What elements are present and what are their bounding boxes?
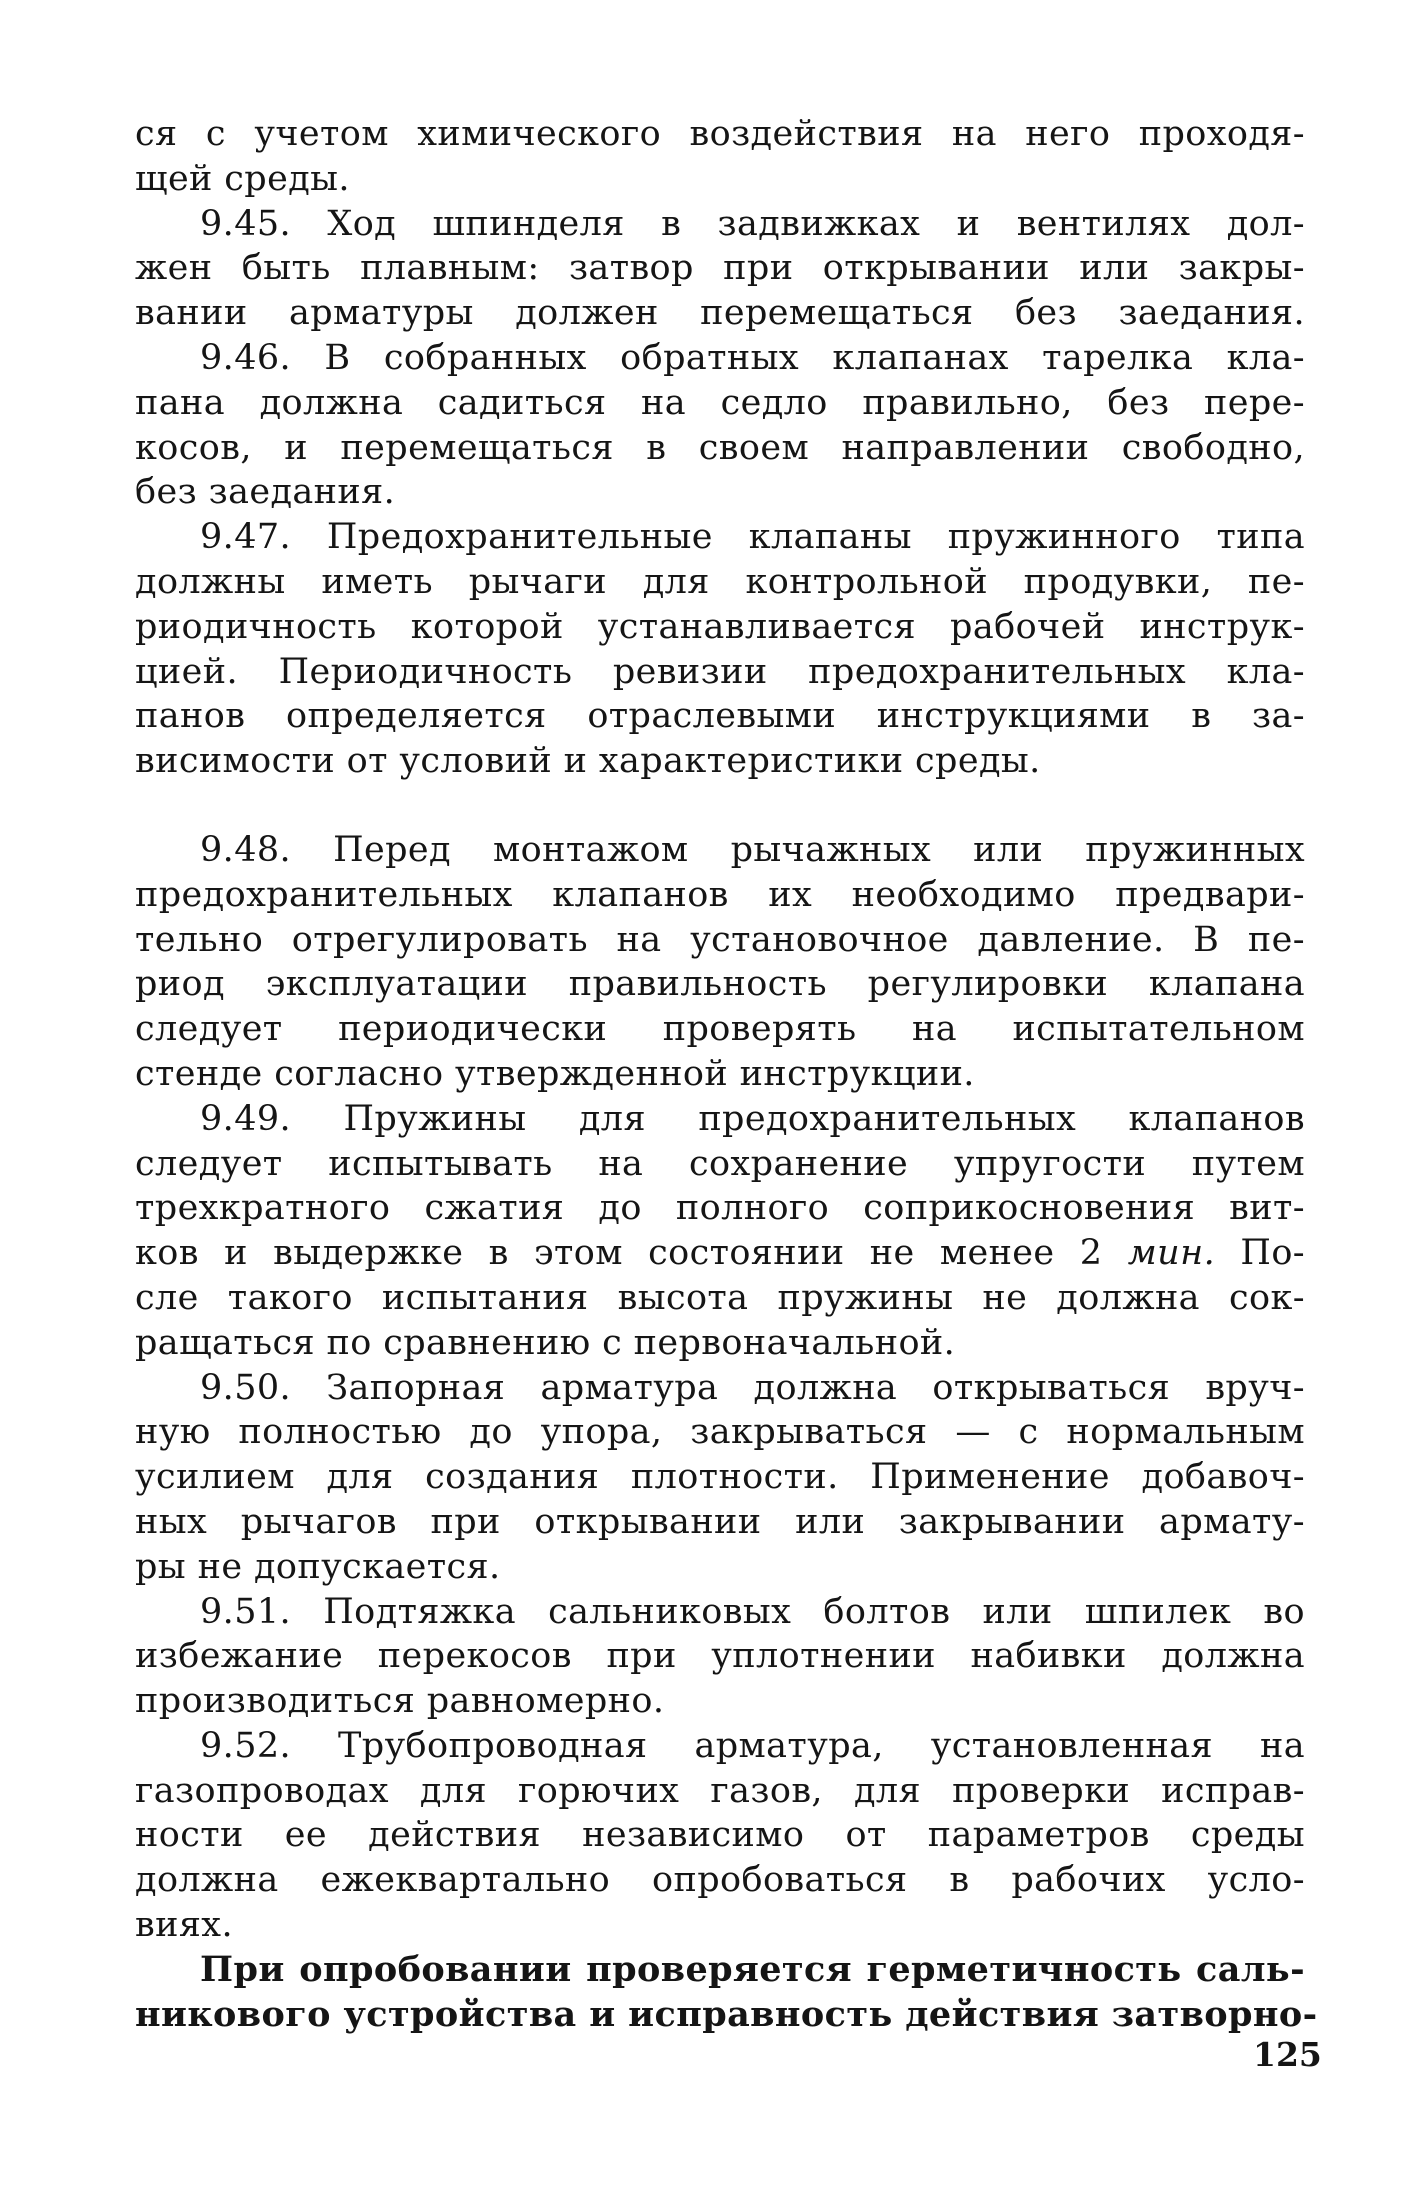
text-line: без заедания. <box>135 472 396 513</box>
text-line: ся с учетом химического воздействия на него проходя- <box>135 114 1305 154</box>
text-line: трехкратного сжатия до полного соприкосновения вит- <box>135 1188 1305 1229</box>
text-line: никового устройства и исправность действия затворно- <box>135 1993 1318 2035</box>
text-line: ности ее действия независимо от параметров среды <box>135 1815 1305 1856</box>
text-line: ную полностью до упора, закрываться — с нормальным <box>135 1412 1305 1453</box>
paragraph-9-46-line: 9.46. В собранных обратных клапанах тарелка кла- <box>200 337 1305 378</box>
paragraph-9-47-line: 9.47. Предохранительные клапаны пружинного типа <box>200 517 1305 558</box>
paragraph-9-52-line: 9.52. Трубопроводная арматура, установленная на <box>200 1725 1305 1766</box>
text-line: стенде согласно утвержденной инструкции. <box>135 1053 975 1094</box>
text-line: тельно отрегулировать на установочное давление. В пе- <box>135 919 1305 960</box>
text-line: косов, и перемещаться в своем направлении свободно, <box>135 427 1305 468</box>
text-line: газопроводах для горючих газов, для проверки исправ- <box>135 1770 1305 1811</box>
text-line: жен быть плавным: затвор при открывании или закры- <box>135 248 1305 289</box>
text-line: риод эксплуатации правильность регулировки клапана <box>135 964 1305 1005</box>
text-line: должна ежеквартально опробоваться в рабочих усло- <box>135 1860 1305 1901</box>
text-line: должны иметь рычаги для контрольной продувки, пе- <box>135 561 1305 602</box>
text-line: ры не допускается. <box>135 1546 501 1587</box>
paragraph-9-50-line: 9.50. Запорная арматура должна открываться вруч- <box>200 1367 1305 1408</box>
paragraph-9-49-line: 9.49. Пружины для предохранительных клапанов <box>200 1098 1305 1139</box>
page-body <box>135 112 1318 2037</box>
paragraph-gap <box>135 784 1305 828</box>
text-line: следует испытывать на сохранение упругости путем <box>135 1143 1305 1184</box>
text-line: ных рычагов при открывании или закрывании армату- <box>135 1501 1305 1542</box>
text-line: вании арматуры должен перемещаться без заедания. <box>135 293 1305 334</box>
text-line: цией. Периодичность ревизии предохранительных кла- <box>135 651 1305 692</box>
text-line: следует периодически проверять на испытательном <box>135 1009 1305 1050</box>
page-number: 125 <box>1253 2035 1322 2074</box>
paragraph-9-51-line: 9.51. Подтяжка сальниковых болтов или шпилек во <box>200 1591 1305 1632</box>
paragraph-9-48-line: 9.48. Перед монтажом рычажных или пружинных <box>200 829 1305 870</box>
paragraph-testing-line: При опробовании проверяется герметичность саль- <box>200 1948 1305 1990</box>
text-line: производиться равномерно. <box>135 1681 665 1722</box>
text-line: риодичность которой устанавливается рабочей инструк- <box>135 606 1305 647</box>
text-line: ращаться по сравнению с первоначальной. <box>135 1322 956 1363</box>
text-line: избежание перекосов при уплотнении набивки должна <box>135 1636 1305 1677</box>
text-line: предохранительных клапанов их необходимо предвари- <box>135 874 1305 915</box>
text-line-with-italic <box>135 1231 1305 1276</box>
text-line: висимости от условий и характеристики среды. <box>135 741 1041 782</box>
italic-unit: мин. <box>1127 1233 1216 1274</box>
paragraph-9-45-line: 9.45. Ход шпинделя в задвижках и вентилях дол- <box>200 203 1305 244</box>
text-line: сле такого испытания высота пружины не должна сок- <box>135 1277 1305 1318</box>
text-line: пана должна садиться на седло правильно, без пере- <box>135 382 1305 423</box>
text-line: панов определяется отраслевыми инструкциями в за- <box>135 696 1305 737</box>
text-line: виях. <box>135 1905 233 1946</box>
text-segment: По- <box>1240 1233 1306 1274</box>
text-line: щей среды. <box>135 158 350 199</box>
text-line: усилием для создания плотности. Применение добавоч- <box>135 1457 1305 1498</box>
text-segment: ков и выдержке в этом состоянии не менее 2 <box>135 1233 1103 1274</box>
